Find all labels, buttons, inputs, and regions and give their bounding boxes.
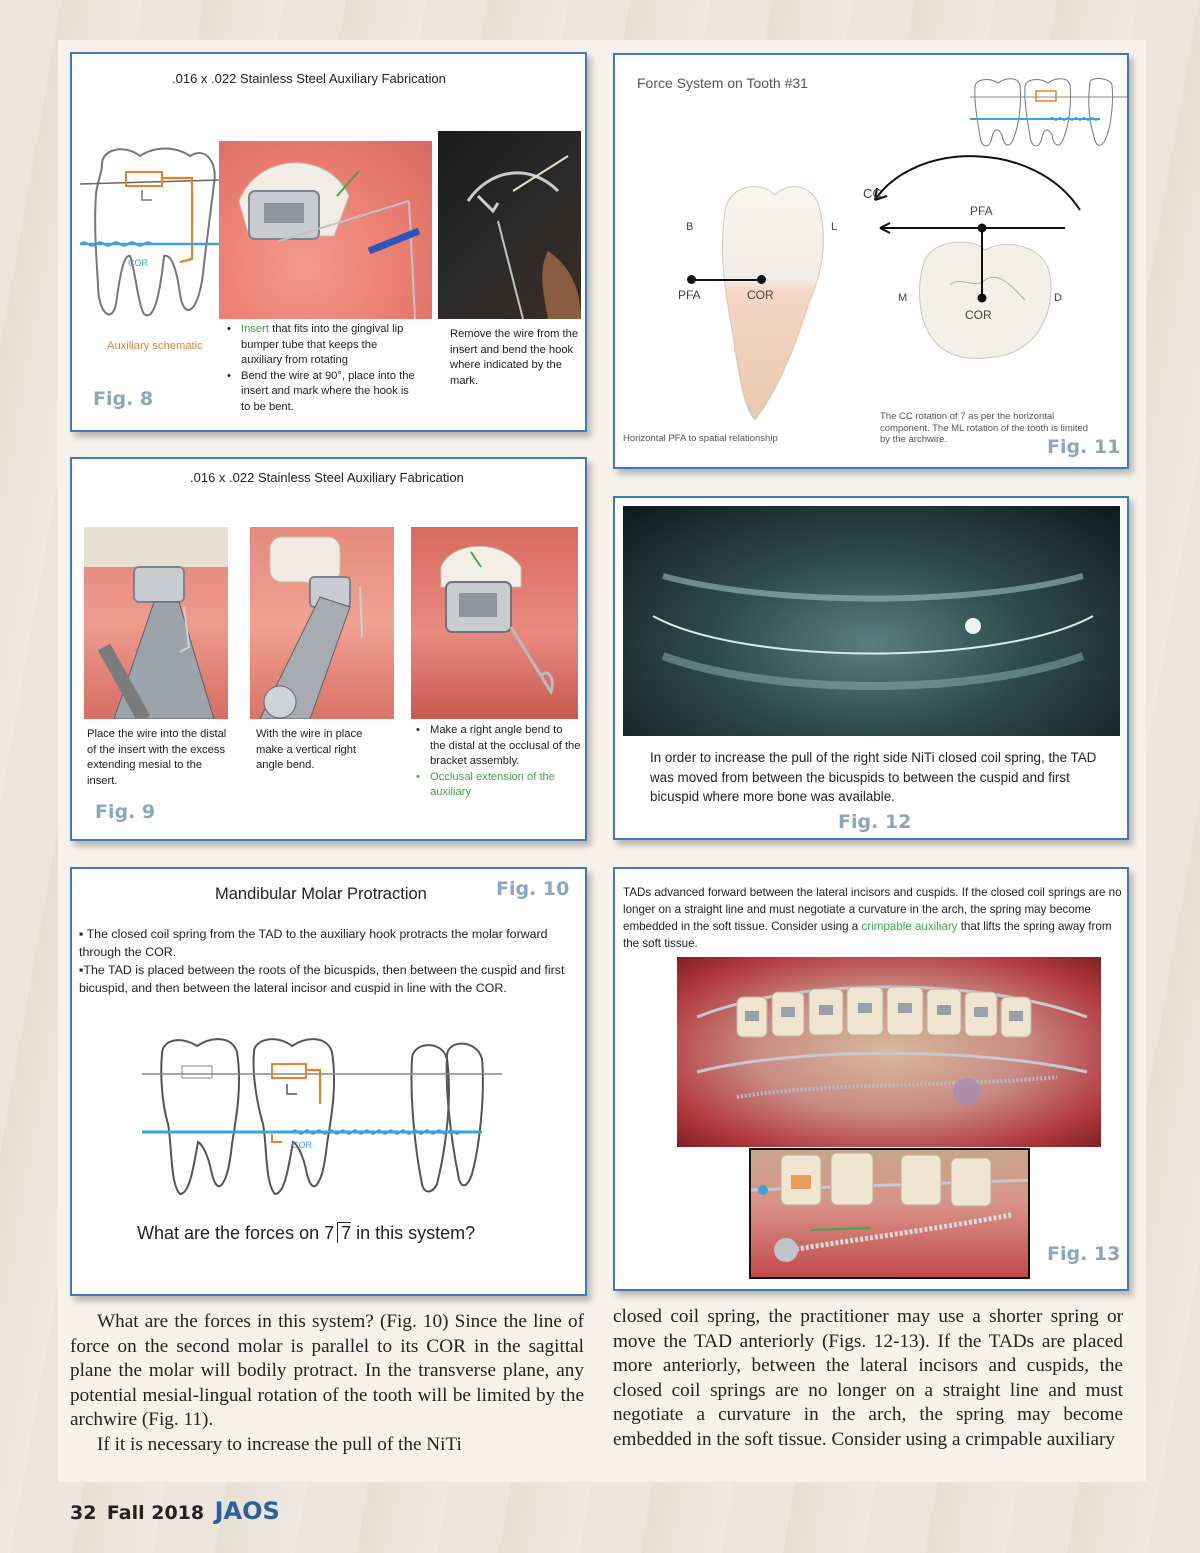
journal-brand: JAOS — [214, 1497, 280, 1525]
fig10-question-c: in this system? — [351, 1223, 476, 1243]
fig9-photo-2 — [250, 527, 394, 719]
fig11-l-label: L — [831, 221, 838, 233]
fig10-question-a: What are the forces on 7 — [137, 1223, 335, 1243]
body-right-paragraph-1: closed coil spring, the practitioner may use a shorter spring or move the TAD anteriorly (Figs. 12-13). If the TADs are placed more anteriorly, between the lateral incisors and cuspids, the closed coil springs are no longer on a straight line and must negotiate a curvature in the arch, the spring may become embedded in the soft tissue. Consider using a crimpable auxiliary — [613, 1306, 1123, 1450]
fig8-photo-bracket — [219, 141, 432, 319]
fig13-photo-inset — [749, 1148, 1030, 1279]
fig11-m-label: M — [898, 292, 908, 304]
fig10-cor-text: COR — [292, 1140, 312, 1150]
fig11-label: Fig. 11 — [1047, 436, 1121, 458]
fig12-xray — [623, 506, 1120, 736]
body-left-paragraph-1: What are the forces in this system? (Fig. 10) Since the line of force on the second molar is parallel to its COR in the sagittal plane the molar will bodily protract. In the transverse plane, any potential mesial-lingual rotation of the tooth will be limited by the archwire (Fig. 11). — [70, 1311, 584, 1430]
fig9-caption-3 — [416, 723, 581, 801]
fig9-label: Fig. 9 — [95, 801, 156, 823]
fig11-title: Force System on Tooth #31 — [637, 75, 808, 91]
fig10-title: Mandibular Molar Protraction — [215, 885, 427, 903]
fig8-molar-schematic — [80, 144, 220, 324]
fig9-bullet-1: • Make a right angle bend to the distal at the occlusal of the bracket assembly. — [416, 723, 581, 770]
fig10-bullets — [79, 925, 569, 997]
fig13-caption — [623, 884, 1128, 952]
fig11-pfa-line — [691, 279, 761, 281]
fig13-caption-b: that lifts the spring away from the soft tissue. — [623, 920, 1112, 950]
fig8-right-caption: Remove the wire from the insert and bend the hook where indicated by the mark. — [450, 328, 579, 387]
fig9-photo-3 — [411, 527, 578, 719]
fig11-pfa-left: PFA — [678, 288, 701, 302]
fig11-cor-right: COR — [965, 308, 992, 322]
fig13-caption-em: crimpable auxiliary — [861, 920, 958, 933]
fig8-label: Fig. 8 — [93, 388, 154, 410]
fig13-caption-a: TADs advanced forward between the lateral incisors and cuspids. If the closed coil springs are no longer on a straight line and must negotiate a curvature in the arch, the spring may become embedded in the soft tissue. Consider using a — [623, 886, 1122, 933]
fig8-bullet-2: • Bend the wire at 90°, place into the insert and mark where the hook is to be bent. — [227, 369, 417, 416]
body-right-column — [613, 1305, 1123, 1452]
figure-10 — [70, 867, 587, 1296]
fig9-photo-1 — [84, 527, 228, 719]
fig9-caption-2: With the wire in place make a vertical right angle bend. — [256, 728, 363, 771]
fig11-cor-dot — [757, 275, 766, 284]
fig11-note-right: The CC rotation of 7 as per the horizontal component. The ML rotation of the tooth is limited by the archwire. — [880, 411, 1089, 445]
fig11-small-diagram — [970, 77, 1129, 157]
fig13-photo-main — [677, 957, 1101, 1147]
issue-label: Fall 2018 — [106, 1502, 205, 1524]
fig11-b-label: B — [686, 221, 694, 233]
fig8-left-caption — [227, 322, 417, 415]
fig8-insert-word: Insert — [241, 323, 269, 335]
fig9-title: .016 x .022 Stainless Steel Auxiliary Fabrication — [190, 470, 464, 485]
page-footer — [70, 1497, 280, 1527]
fig13-label: Fig. 13 — [1047, 1243, 1121, 1265]
fig9-bullet-2: • Occlusal extension of the auxiliary — [416, 770, 581, 801]
fig9-caption-1: Place the wire into the distal of the insert with the excess extending mesial to the insert. — [87, 728, 227, 787]
fig8-photo-hand — [438, 131, 581, 319]
fig11-d-label: D — [1054, 292, 1062, 304]
page-number: 32 — [70, 1502, 97, 1524]
figure-11 — [613, 53, 1129, 469]
figure-12 — [613, 496, 1129, 840]
fig8-bullet-1-text: that fits into the gingival lip bumper tube that keeps the auxiliary from rotating — [241, 323, 404, 366]
fig11-tooth-side — [705, 180, 838, 425]
fig10-question — [137, 1223, 475, 1244]
fig10-question-b: 7 — [337, 1222, 351, 1243]
fig8-title: .016 x .022 Stainless Steel Auxiliary Fabrication — [172, 71, 446, 86]
fig8-cor-text: COR — [128, 258, 148, 268]
figure-13 — [613, 867, 1129, 1291]
body-left-column — [70, 1310, 584, 1457]
fig11-pfa-dot — [687, 275, 696, 284]
fig8-bullet-1 — [227, 322, 417, 369]
fig10-bullet-1: ▪ The closed coil spring from the TAD to the auxiliary hook protracts the molar forward through the COR. — [79, 927, 548, 959]
fig10-label: Fig. 10 — [496, 878, 570, 900]
fig8-schematic-label: Auxiliary schematic — [107, 340, 203, 352]
fig10-diagram — [142, 1034, 502, 1204]
figure-9 — [70, 457, 587, 841]
fig12-label: Fig. 12 — [838, 811, 912, 833]
fig11-cc-label: CC — [863, 186, 882, 201]
fig11-cor-left: COR — [747, 288, 774, 302]
body-left-paragraph-2: If it is necessary to increase the pull of the NiTi — [97, 1433, 462, 1455]
fig11-occlusal-diagram — [865, 150, 1095, 375]
fig12-caption: In order to increase the pull of the right side NiTi closed coil spring, the TAD was moved from between the bicuspids to between the cuspid and first bicuspid where more bone was available. — [650, 750, 1097, 804]
figure-8 — [70, 52, 587, 432]
fig10-bullet-2: ▪The TAD is placed between the roots of the bicuspids, then between the cuspid and first bicuspid, and then between the lateral incisor and cuspid in line with the COR. — [79, 963, 565, 995]
fig11-pfa-right: PFA — [970, 204, 993, 218]
fig11-note-left: Horizontal PFA to spatial relationship — [623, 433, 778, 444]
